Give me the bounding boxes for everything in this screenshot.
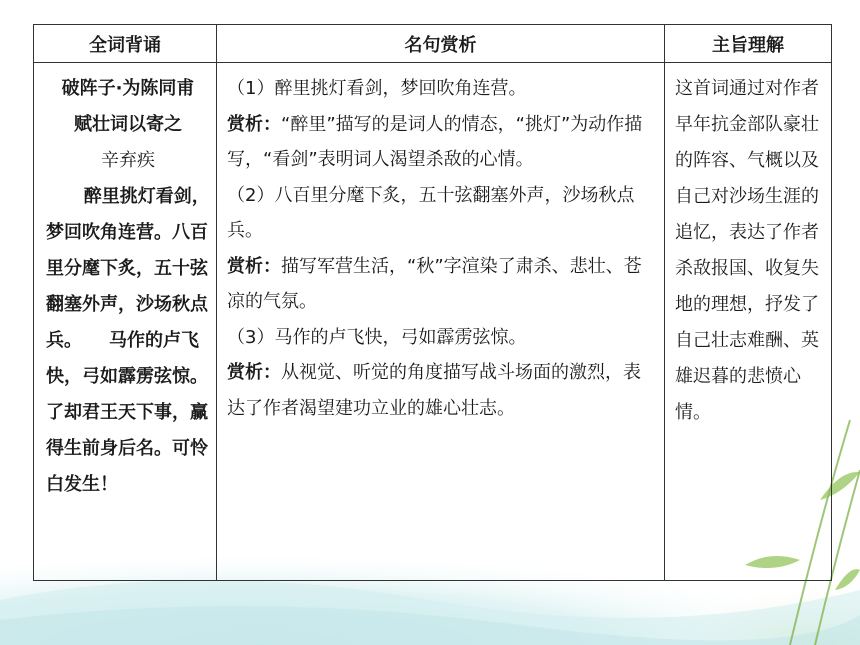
analysis-text: 从视觉、听觉的角度描写战斗场面的激烈，表达了作者渴望建功立业的雄心壮志。 — [227, 362, 641, 419]
poem-author: 辛弃疾 — [101, 150, 155, 171]
poem-title-line2: 赋壮词以寄之 — [74, 114, 182, 135]
analysis-quote: （3）马作的卢飞快，弓如霹雳弦惊。 — [227, 326, 527, 348]
analysis-text: 描写军营生活，“秋”字渲染了肃杀、悲壮、苍凉的气氛。 — [227, 255, 642, 312]
analysis-label: 赏析： — [227, 255, 281, 277]
analysis-label: 赏析： — [227, 362, 281, 383]
poem-title-line1: 破阵子·为陈同甫 — [61, 78, 195, 99]
analysis-quote: （2）八百里分麾下炙，五十弦翻塞外声，沙场秋点兵。 — [227, 184, 635, 241]
header-analysis: 名句赏析 — [217, 25, 665, 63]
poem-cell — [34, 63, 217, 581]
theme-cell: 这首词通过对作者早年抗金部队豪壮的阵容、气概以及自己对沙场生涯的追忆，表达了作者杀敌报国、收复失地的理想，抒发了自己壮志难酬、英雄迟暮的悲愤心情。 — [665, 63, 832, 581]
header-recite: 全词背诵 — [34, 25, 217, 63]
analysis-item — [227, 178, 654, 320]
content-row — [34, 63, 832, 581]
analysis-text: “醉里”描写的是词人的情态，“挑灯”为动作描写，“看剑”表明词人渴望杀敌的心情。 — [227, 113, 643, 170]
poem-text: 醉里挑灯看剑，梦回吹角连营。八百里分麾下炙，五十弦翻塞外声，沙场秋点兵。 马作的卢飞快，弓如霹雳弦惊。了却君王天下事，赢得生前身后名。可怜白发生！ — [46, 186, 210, 495]
analysis-item — [227, 320, 654, 427]
header-row — [34, 25, 832, 63]
analysis-item — [227, 71, 654, 178]
poem-table — [33, 24, 832, 581]
analysis-quote: （1）醉里挑灯看剑，梦回吹角连营。 — [227, 78, 527, 99]
header-theme: 主旨理解 — [665, 25, 832, 63]
analysis-label: 赏析： — [227, 113, 281, 135]
analysis-cell — [217, 63, 665, 581]
